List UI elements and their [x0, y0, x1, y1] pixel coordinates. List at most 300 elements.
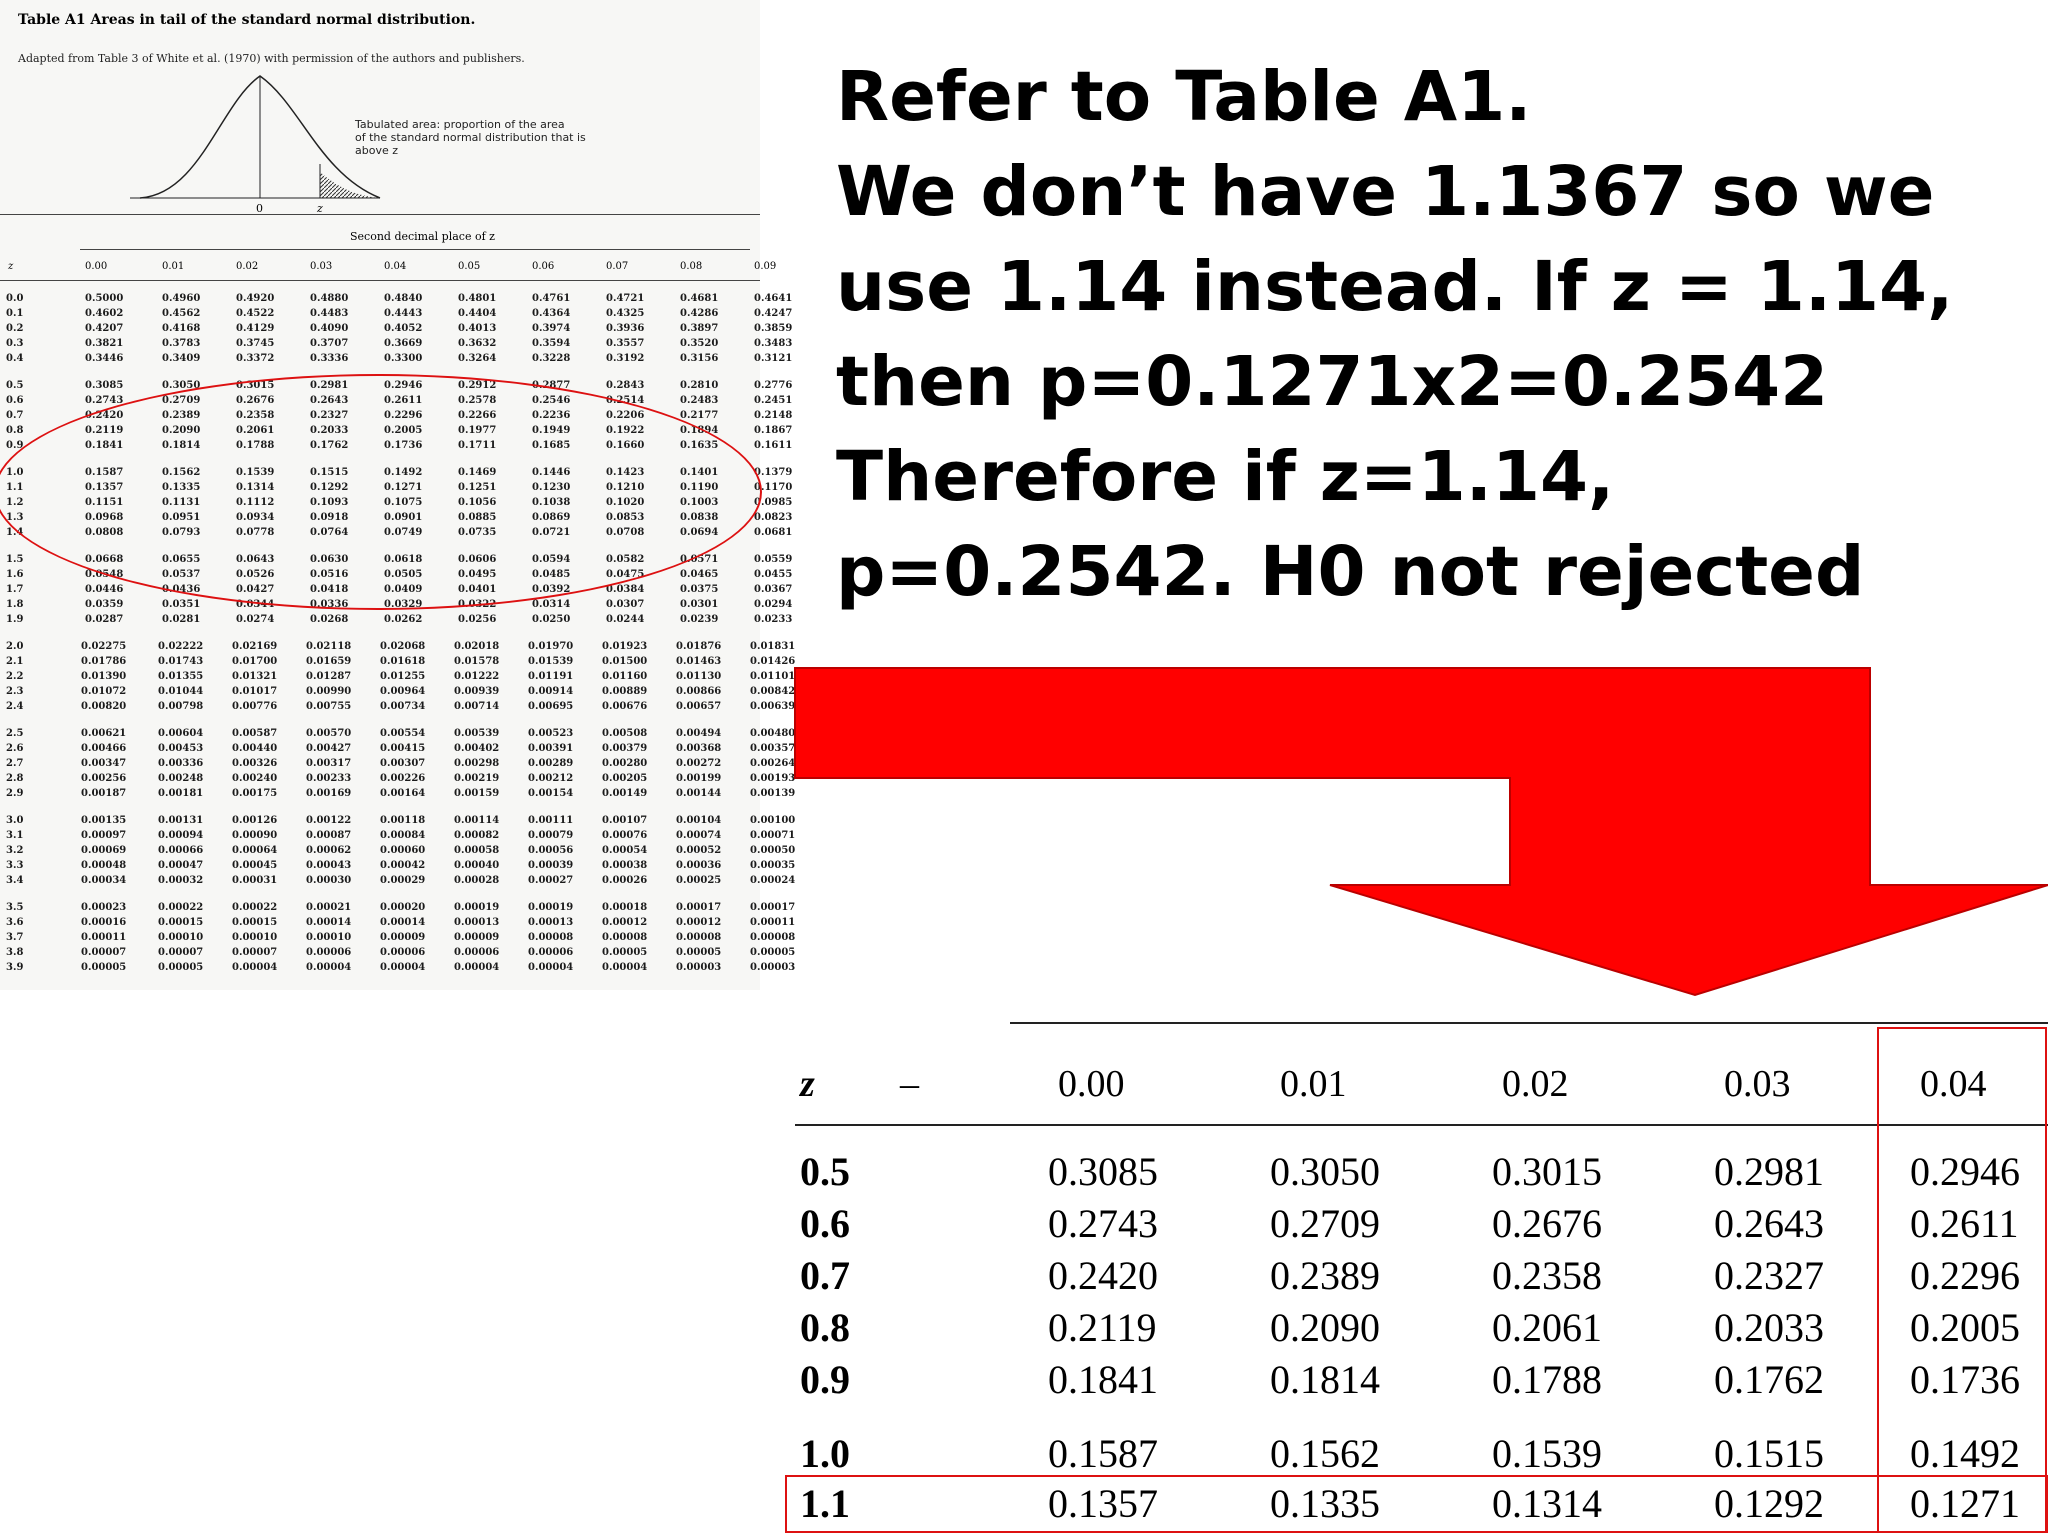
zoom-row-z-label: 1.0 [800, 1431, 850, 1476]
table-row [0, 292, 793, 306]
table-cell: 0.4522 [236, 308, 275, 319]
table-cell: 0.4129 [236, 323, 275, 334]
row-z-label: 3.2 [6, 845, 24, 856]
table-cell: 0.1469 [458, 467, 497, 478]
table-subtitle: Adapted from Table 3 of White et al. (1970) with permission of the authors and publishers. [18, 52, 525, 65]
zoom-table-row [780, 1148, 2048, 1198]
row-z-label: 1.9 [6, 614, 24, 625]
table-cell: 0.00820 [81, 701, 127, 712]
row-z-label: 0.4 [6, 353, 24, 364]
table-cell: 0.00082 [454, 830, 500, 841]
zoomed-table [780, 1000, 2048, 1536]
table-cell: 0.0250 [532, 614, 571, 625]
column-header: 0.08 [680, 261, 703, 272]
table-row [0, 670, 796, 684]
table-cell: 0.2578 [458, 395, 497, 406]
table-cell: 0.0516 [310, 569, 349, 580]
table-cell: 0.00023 [81, 902, 127, 913]
column-header: 0.02 [236, 261, 259, 272]
table-cell: 0.01659 [306, 656, 352, 667]
table-cell: 0.3446 [85, 353, 124, 364]
table-cell: 0.00317 [306, 758, 352, 769]
table-cell: 0.4801 [458, 293, 497, 304]
explanation-line: We don’t have 1.1367 so we [836, 152, 1935, 232]
zoom-table-cell: 0.1841 [1048, 1357, 1158, 1402]
zoom-table-cell: 0.1357 [1048, 1481, 1158, 1526]
table-row [0, 655, 796, 669]
table-cell: 0.01786 [81, 656, 127, 667]
table-cell: 0.00135 [81, 815, 127, 826]
table-cell: 0.00219 [454, 773, 500, 784]
decimal-rule [80, 249, 750, 250]
table-cell: 0.00029 [380, 875, 426, 886]
zoom-row-z-label: 0.6 [800, 1201, 850, 1246]
table-cell: 0.1230 [532, 482, 571, 493]
table-cell: 0.00494 [676, 728, 722, 739]
table-cell: 0.00019 [528, 902, 574, 913]
zoom-table-cell: 0.2358 [1492, 1253, 1602, 1298]
table-cell: 0.00026 [602, 875, 648, 886]
table-cell: 0.00012 [602, 917, 648, 928]
table-cell: 0.3669 [384, 338, 423, 349]
table-cell: 0.00048 [81, 860, 127, 871]
column-header: 0.05 [458, 261, 481, 272]
table-cell: 0.1762 [310, 440, 349, 451]
table-cell: 0.2206 [606, 410, 645, 421]
zoom-table-row [780, 1304, 2048, 1354]
table-cell: 0.4052 [384, 323, 423, 334]
table-cell: 0.00054 [602, 845, 648, 856]
zoom-column-header: 0.02 [1502, 1063, 1569, 1105]
table-cell: 0.01700 [232, 656, 278, 667]
table-cell: 0.0256 [458, 614, 497, 625]
table-cell: 0.00005 [81, 962, 127, 973]
table-cell: 0.2981 [310, 380, 349, 391]
table-cell: 0.0495 [458, 569, 497, 580]
zoom-table-cell: 0.2643 [1714, 1201, 1824, 1246]
table-cell: 0.1515 [310, 467, 349, 478]
highlight-ellipse [0, 374, 762, 610]
table-cell: 0.00047 [158, 860, 204, 871]
table-cell: 0.00038 [602, 860, 648, 871]
row-z-label: 1.4 [6, 527, 24, 538]
table-cell: 0.3409 [162, 353, 201, 364]
table-cell: 0.00139 [750, 788, 796, 799]
table-cell: 0.00639 [750, 701, 796, 712]
row-z-label: 3.3 [6, 860, 24, 871]
table-cell: 0.1093 [310, 497, 349, 508]
table-cell: 0.0823 [754, 512, 793, 523]
table-cell: 0.4602 [85, 308, 124, 319]
table-cell: 0.02275 [81, 641, 127, 652]
table-cell: 0.1190 [680, 482, 719, 493]
zoom-table-cell: 0.2420 [1048, 1253, 1158, 1298]
table-cell: 0.00307 [380, 758, 426, 769]
table-cell: 0.4013 [458, 323, 497, 334]
table-cell: 0.00005 [676, 947, 722, 958]
table-cell: 0.00604 [158, 728, 204, 739]
zoom-row-z-label: 0.9 [800, 1357, 850, 1402]
table-cell: 0.00391 [528, 743, 574, 754]
table-cell: 0.01539 [528, 656, 574, 667]
table-cell: 0.00066 [158, 845, 204, 856]
table-cell: 0.2358 [236, 410, 275, 421]
zoom-column-header: 0.04 [1920, 1063, 1987, 1105]
table-cell: 0.00798 [158, 701, 204, 712]
table-cell: 0.00017 [676, 902, 722, 913]
table-cell: 0.00015 [232, 917, 278, 928]
zoom-header-row [780, 1062, 2048, 1112]
table-cell: 0.1271 [384, 482, 423, 493]
row-z-label: 3.4 [6, 875, 24, 886]
table-cell: 0.00226 [380, 773, 426, 784]
table-cell: 0.00069 [81, 845, 127, 856]
table-cell: 0.00039 [528, 860, 574, 871]
column-header: 0.09 [754, 261, 777, 272]
table-cell: 0.00379 [602, 743, 648, 754]
table-cell: 0.0764 [310, 527, 349, 538]
table-cell: 0.2177 [680, 410, 719, 421]
zoom-header-rule [795, 1124, 2048, 1126]
table-cell: 0.00131 [158, 815, 204, 826]
table-cell: 0.00114 [454, 815, 500, 826]
row-z-label: 0.1 [6, 308, 24, 319]
table-cell: 0.0668 [85, 554, 124, 565]
table-cell: 0.3557 [606, 338, 645, 349]
table-cell: 0.4681 [680, 293, 719, 304]
table-cell: 0.3336 [310, 353, 349, 364]
table-cell: 0.00453 [158, 743, 204, 754]
table-cell: 0.3936 [606, 323, 645, 334]
table-cell: 0.00024 [750, 875, 796, 886]
table-cell: 0.00298 [454, 758, 500, 769]
table-cell: 0.00003 [676, 962, 722, 973]
table-cell: 0.2483 [680, 395, 719, 406]
row-z-label: 0.2 [6, 323, 24, 334]
table-cell: 0.00233 [306, 773, 352, 784]
table-cell: 0.00508 [602, 728, 648, 739]
table-cell: 0.1003 [680, 497, 719, 508]
table-cell: 0.01160 [602, 671, 648, 682]
table-cell: 0.4960 [162, 293, 201, 304]
table-cell: 0.3859 [754, 323, 793, 334]
table-cell: 0.00695 [528, 701, 574, 712]
table-cell: 0.02068 [380, 641, 426, 652]
table-cell: 0.00030 [306, 875, 352, 886]
table-cell: 0.3897 [680, 323, 719, 334]
table-cell: 0.0485 [532, 569, 571, 580]
table-cell: 0.00094 [158, 830, 204, 841]
table-cell: 0.1711 [458, 440, 497, 451]
table-row [0, 613, 793, 627]
table-cell: 0.0294 [754, 599, 793, 610]
table-cell: 0.00326 [232, 758, 278, 769]
table-cell: 0.00011 [81, 932, 127, 943]
table-cell: 0.3050 [162, 380, 201, 391]
table-cell: 0.00034 [81, 875, 127, 886]
zoom-table-cell: 0.2119 [1048, 1305, 1157, 1350]
table-cell: 0.01923 [602, 641, 648, 652]
zoom-table-cell: 0.1292 [1714, 1481, 1824, 1526]
table-cell: 0.0274 [236, 614, 275, 625]
table-cell: 0.2033 [310, 425, 349, 436]
table-cell: 0.0336 [310, 599, 349, 610]
table-cell: 0.00842 [750, 686, 796, 697]
table-cell: 0.0655 [162, 554, 201, 565]
zoom-table-cell: 0.2061 [1492, 1305, 1602, 1350]
table-cell: 0.3228 [532, 353, 571, 364]
table-cell: 0.0582 [606, 554, 645, 565]
table-cell: 0.2709 [162, 395, 201, 406]
row-z-label: 1.0 [6, 467, 24, 478]
table-cell: 0.3745 [236, 338, 275, 349]
zoom-table-cell: 0.2743 [1048, 1201, 1158, 1246]
table-cell: 0.00100 [750, 815, 796, 826]
table-cell: 0.00008 [750, 932, 796, 943]
table-cell: 0.01101 [750, 671, 796, 682]
table-cell: 0.00570 [306, 728, 352, 739]
row-z-label: 2.5 [6, 728, 24, 739]
table-cell: 0.00657 [676, 701, 722, 712]
table-cell: 0.0367 [754, 584, 793, 595]
table-cell: 0.1056 [458, 497, 497, 508]
table-cell: 0.00005 [602, 947, 648, 958]
table-cell: 0.2148 [754, 410, 793, 421]
table-cell: 0.00013 [454, 917, 500, 928]
normal-curve-diagram [120, 64, 380, 214]
table-cell: 0.0436 [162, 584, 201, 595]
table-cell: 0.0268 [310, 614, 349, 625]
zoom-table-cell: 0.1814 [1270, 1357, 1380, 1402]
table-cell: 0.2119 [85, 425, 124, 436]
row-z-label: 2.6 [6, 743, 24, 754]
table-cell: 0.0329 [384, 599, 423, 610]
zoom-table-cell: 0.1562 [1270, 1431, 1380, 1476]
table-row [0, 946, 796, 960]
table-cell: 0.0735 [458, 527, 497, 538]
row-z-label: 2.3 [6, 686, 24, 697]
table-cell: 0.1611 [754, 440, 793, 451]
table-cell: 0.4840 [384, 293, 423, 304]
table-cell: 0.3707 [310, 338, 349, 349]
row-z-label: 0.8 [6, 425, 24, 436]
table-row [0, 757, 796, 771]
table-cell: 0.3520 [680, 338, 719, 349]
table-cell: 0.0427 [236, 584, 275, 595]
row-z-label: 0.3 [6, 338, 24, 349]
table-cell: 0.0793 [162, 527, 201, 538]
table-cell: 0.01072 [81, 686, 127, 697]
table-cell: 0.00714 [454, 701, 500, 712]
table-cell: 0.0694 [680, 527, 719, 538]
row-z-label: 0.0 [6, 293, 24, 304]
table-cell: 0.0537 [162, 569, 201, 580]
table-cell: 0.0934 [236, 512, 275, 523]
table-cell: 0.01355 [158, 671, 204, 682]
column-header: 0.06 [532, 261, 555, 272]
table-cell: 0.01426 [750, 656, 796, 667]
table-cell: 0.01321 [232, 671, 278, 682]
zoom-table-cell: 0.1788 [1492, 1357, 1602, 1402]
table-cell: 0.3372 [236, 353, 275, 364]
table-cell: 0.00104 [676, 815, 722, 826]
table-cell: 0.00939 [454, 686, 500, 697]
table-cell: 0.2451 [754, 395, 793, 406]
highlight-row-1-1 [785, 1475, 2048, 1533]
table-row [0, 727, 796, 741]
table-cell: 0.1020 [606, 497, 645, 508]
table-cell: 0.1492 [384, 467, 423, 478]
table-cell: 0.1151 [85, 497, 124, 508]
table-cell: 0.01390 [81, 671, 127, 682]
table-cell: 0.00004 [306, 962, 352, 973]
table-cell: 0.5000 [85, 293, 124, 304]
table-cell: 0.00440 [232, 743, 278, 754]
table-cell: 0.1038 [532, 497, 571, 508]
table-cell: 0.00004 [528, 962, 574, 973]
table-cell: 0.00248 [158, 773, 204, 784]
table-cell: 0.1112 [236, 497, 275, 508]
table-cell: 0.4562 [162, 308, 201, 319]
table-cell: 0.00020 [380, 902, 426, 913]
column-header: 0.00 [85, 261, 108, 272]
table-cell: 0.00914 [528, 686, 574, 697]
table-cell: 0.2389 [162, 410, 201, 421]
highlight-column-004 [1877, 1027, 2047, 1533]
table-cell: 0.00587 [232, 728, 278, 739]
table-a1-scan [0, 0, 796, 990]
table-cell: 0.1841 [85, 440, 124, 451]
row-z-label: 1.6 [6, 569, 24, 580]
explanation-line: use 1.14 instead. If z = 1.14, [836, 247, 1954, 327]
table-cell: 0.00990 [306, 686, 352, 697]
row-z-label: 2.2 [6, 671, 24, 682]
table-row [0, 772, 796, 786]
table-cell: 0.00008 [528, 932, 574, 943]
zoom-row-z-label: 0.5 [800, 1149, 850, 1194]
zoom-table-cell: 0.2981 [1714, 1149, 1824, 1194]
table-cell: 0.1949 [532, 425, 571, 436]
table-cell: 0.0885 [458, 512, 497, 523]
table-cell: 0.00126 [232, 815, 278, 826]
table-row [0, 874, 796, 888]
zoom-table-cell: 0.3050 [1270, 1149, 1380, 1194]
table-cell: 0.00415 [380, 743, 426, 754]
table-cell: 0.01831 [750, 641, 796, 652]
table-cell: 0.1894 [680, 425, 719, 436]
row-z-label: 3.6 [6, 917, 24, 928]
table-cell: 0.00193 [750, 773, 796, 784]
table-cell: 0.00554 [380, 728, 426, 739]
table-cell: 0.00212 [528, 773, 574, 784]
table-cell: 0.1788 [236, 440, 275, 451]
table-cell: 0.2061 [236, 425, 275, 436]
table-cell: 0.00175 [232, 788, 278, 799]
table-cell: 0.0418 [310, 584, 349, 595]
table-cell: 0.01287 [306, 671, 352, 682]
table-cell: 0.00035 [750, 860, 796, 871]
table-cell: 0.00087 [306, 830, 352, 841]
zoom-table-cell: 0.2946 [1910, 1149, 2020, 1194]
red-arrow-icon [795, 668, 2048, 998]
table-cell: 0.3783 [162, 338, 201, 349]
table-cell: 0.0475 [606, 569, 645, 580]
table-cell: 0.00007 [232, 947, 278, 958]
table-cell: 0.2296 [384, 410, 423, 421]
row-z-label: 2.9 [6, 788, 24, 799]
table-cell: 0.0344 [236, 599, 275, 610]
table-cell: 0.01255 [380, 671, 426, 682]
table-cell: 0.00005 [750, 947, 796, 958]
table-cell: 0.1251 [458, 482, 497, 493]
table-cell: 0.00008 [602, 932, 648, 943]
zoom-table-cell: 0.2033 [1714, 1305, 1824, 1350]
table-cell: 0.3974 [532, 323, 571, 334]
table-cell: 0.00523 [528, 728, 574, 739]
column-header: 0.04 [384, 261, 407, 272]
table-cell: 0.0359 [85, 599, 124, 610]
table-cell: 0.2776 [754, 380, 793, 391]
table-row [0, 307, 793, 321]
table-cell: 0.00107 [602, 815, 648, 826]
table-cell: 0.0721 [532, 527, 571, 538]
decimal-place-label: Second decimal place of z [350, 230, 495, 243]
table-cell: 0.1977 [458, 425, 497, 436]
table-cell: 0.0505 [384, 569, 423, 580]
table-cell: 0.01743 [158, 656, 204, 667]
column-header: 0.01 [162, 261, 185, 272]
z-header: z [8, 261, 14, 272]
table-row [0, 700, 796, 714]
row-z-label: 1.1 [6, 482, 24, 493]
table-cell: 0.00118 [380, 815, 426, 826]
table-cell: 0.00028 [454, 875, 500, 886]
table-cell: 0.0985 [754, 497, 793, 508]
table-cell: 0.0681 [754, 527, 793, 538]
table-cell: 0.0287 [85, 614, 124, 625]
table-row [0, 961, 796, 975]
row-z-label: 3.7 [6, 932, 24, 943]
table-cell: 0.0409 [384, 584, 423, 595]
row-z-label: 2.0 [6, 641, 24, 652]
row-z-label: 2.1 [6, 656, 24, 667]
table-cell: 0.00240 [232, 773, 278, 784]
table-cell: 0.00050 [750, 845, 796, 856]
zoom-column-header: 0.03 [1724, 1063, 1791, 1105]
table-cell: 0.0901 [384, 512, 423, 523]
table-cell: 0.1660 [606, 440, 645, 451]
zoom-table-cell: 0.1515 [1714, 1431, 1824, 1476]
table-cell: 0.4207 [85, 323, 124, 334]
table-cell: 0.0951 [162, 512, 201, 523]
table-cell: 0.01500 [602, 656, 648, 667]
table-cell: 0.00256 [81, 773, 127, 784]
table-cell: 0.1379 [754, 467, 793, 478]
table-cell: 0.3300 [384, 353, 423, 364]
table-cell: 0.01463 [676, 656, 722, 667]
table-cell: 0.01130 [676, 671, 722, 682]
table-cell: 0.3483 [754, 338, 793, 349]
zoom-table-cell: 0.1539 [1492, 1431, 1602, 1476]
table-cell: 0.00040 [454, 860, 500, 871]
table-cell: 0.00111 [528, 815, 574, 826]
zoom-table-cell: 0.2327 [1714, 1253, 1824, 1298]
explanation-text [836, 50, 2026, 620]
table-cell: 0.2611 [384, 395, 423, 406]
table-cell: 0.2810 [680, 380, 719, 391]
table-cell: 0.00280 [602, 758, 648, 769]
table-cell: 0.2420 [85, 410, 124, 421]
